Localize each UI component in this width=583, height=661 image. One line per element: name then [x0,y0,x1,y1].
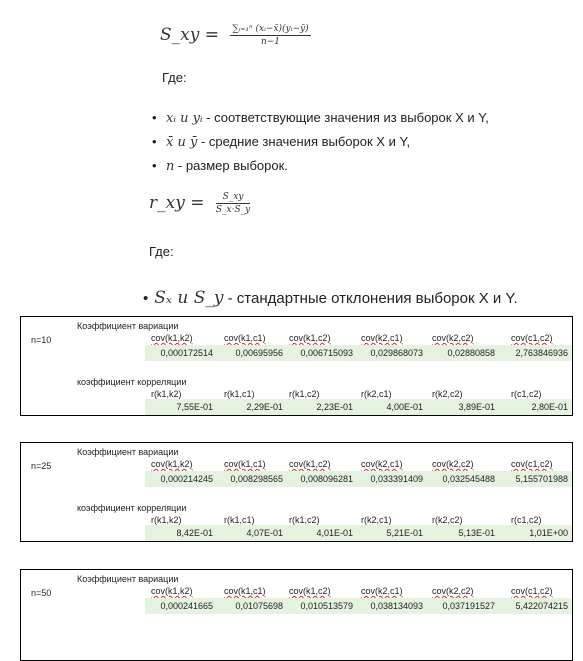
sample-size-label: n=10 [31,335,52,345]
cov-value: 0,000241665 [145,598,217,614]
cov-value: 2,763846936 [499,345,572,361]
r-header: r(c1,c2) [511,515,542,525]
cov-header: cov(k1,k2) [151,333,193,343]
cov-header: cov(k1,c2) [289,459,331,469]
cov-value: 0,029868073 [357,345,427,361]
r-header: r(k2,c1) [361,515,392,525]
r-header: r(k2,c2) [432,389,463,399]
r-header: r(k1,c2) [289,389,320,399]
cov-value: 5,155701988 [499,471,572,487]
variation-label: Коэффициент вариации [77,574,179,584]
cov-value: 0,010513579 [287,598,357,614]
correlation-label: коэффициент корреляции [77,503,187,513]
r-value: 3,89E-01 [427,399,499,415]
cov-value: 0,008096281 [287,471,357,487]
correlation-denominator: S_x·S_y [215,205,251,215]
variation-label: Коэффициент вариации [77,321,179,331]
r-header: r(k1,c2) [289,515,320,525]
sample-size-label: n=50 [31,588,52,598]
variation-label: Коэффициент вариации [77,447,179,457]
correlation-label: коэффициент корреляции [77,377,187,387]
covariance-formula [160,24,311,47]
cov-header: cov(k1,k2) [151,459,193,469]
cov-header: cov(k2,c1) [361,333,403,343]
cov-header: cov(c1,c2) [511,459,553,469]
definition-item [152,108,489,132]
cov-value: 0,02880858 [427,345,499,361]
cov-value: 0,037191527 [427,598,499,614]
covariance-lhs: S_xy = [160,25,219,45]
std-math: Sₓ и S_y [154,288,224,308]
covariance-denominator: n−1 [260,37,281,47]
cov-header: cov(k1,c2) [289,586,331,596]
cov-value: 5,422074215 [499,598,572,614]
cov-header: cov(k2,c1) [361,459,403,469]
cov-value: 0,033391409 [357,471,427,487]
std-deviation-definition: • Sₓ и S_y - стандартные отклонения выборок X и Y. [143,288,518,308]
definition-math: x̄ и ȳ [166,135,198,150]
correlation-formula [149,192,250,215]
cov-value: 0,000214245 [145,471,217,487]
r-value: 2,23E-01 [287,399,357,415]
results-table-n50 [20,569,573,661]
definition-math: n [166,159,175,174]
r-value: 7,55E-01 [145,399,217,415]
correlation-lhs: r_xy = [149,193,205,213]
cov-header: cov(c1,c2) [511,333,553,343]
correlation-fraction [216,192,250,215]
r-value: 5,21E-01 [357,525,427,541]
cov-header: cov(k1,k2) [151,586,193,596]
cov-header: cov(k1,c1) [224,333,266,343]
cov-value: 0,006715093 [287,345,357,361]
r-header: r(k1,k2) [151,389,182,399]
cov-value: 0,00695956 [217,345,287,361]
r-header: r(k2,c2) [432,515,463,525]
definition-text: - средние значения выборок X и Y, [197,134,411,149]
where-label-1: Где: [162,70,187,85]
cov-header: cov(k2,c2) [432,459,474,469]
r-value: 4,07E-01 [217,525,287,541]
cov-value: 0,032545488 [427,471,499,487]
where-label-2: Где: [149,244,174,259]
results-table-n10 [20,316,573,416]
covariance-fraction [230,24,310,47]
definition-math: xᵢ и yᵢ [166,111,203,126]
r-value: 2,29E-01 [217,399,287,415]
cov-header: cov(k2,c2) [432,333,474,343]
r-value: 5,13E-01 [427,525,499,541]
cov-header: cov(k2,c2) [432,586,474,596]
r-value: 8,42E-01 [145,525,217,541]
r-header: r(k1,k2) [151,515,182,525]
covariance-numerator: ∑ᵢ₌₁ⁿ (xᵢ−x̄)(yᵢ−ȳ) [232,24,309,34]
cov-header: cov(k1,c2) [289,333,331,343]
r-value: 4,01E-01 [287,525,357,541]
r-header: r(k2,c1) [361,389,392,399]
r-value: 2,80E-01 [499,399,572,415]
results-table-n25 [20,442,573,542]
r-value: 1,01E+00 [499,525,572,541]
cov-value: 0,038134093 [357,598,427,614]
r-value: 4,00E-01 [357,399,427,415]
cov-header: cov(k2,c1) [361,586,403,596]
correlation-numerator: S_xy [216,192,250,204]
cov-header: cov(k1,c1) [224,459,266,469]
cov-value: 0,01075698 [217,598,287,614]
r-header: r(k1,c1) [224,515,255,525]
cov-header: cov(k1,c1) [224,586,266,596]
cov-header: cov(c1,c2) [511,586,553,596]
variable-definitions-list [152,108,489,180]
definition-text: - размер выборок. [174,158,288,173]
std-text: - стандартные отклонения выборок X и Y. [223,290,518,307]
definition-text: - соответствующие значения из выборок X и Y, [202,110,489,125]
sample-size-label: n=25 [31,461,52,471]
r-header: r(k1,c1) [224,389,255,399]
r-header: r(c1,c2) [511,389,542,399]
cov-value: 0,008298565 [217,471,287,487]
definition-item [152,156,489,180]
cov-value: 0,000172514 [145,345,217,361]
definition-item [152,132,489,156]
